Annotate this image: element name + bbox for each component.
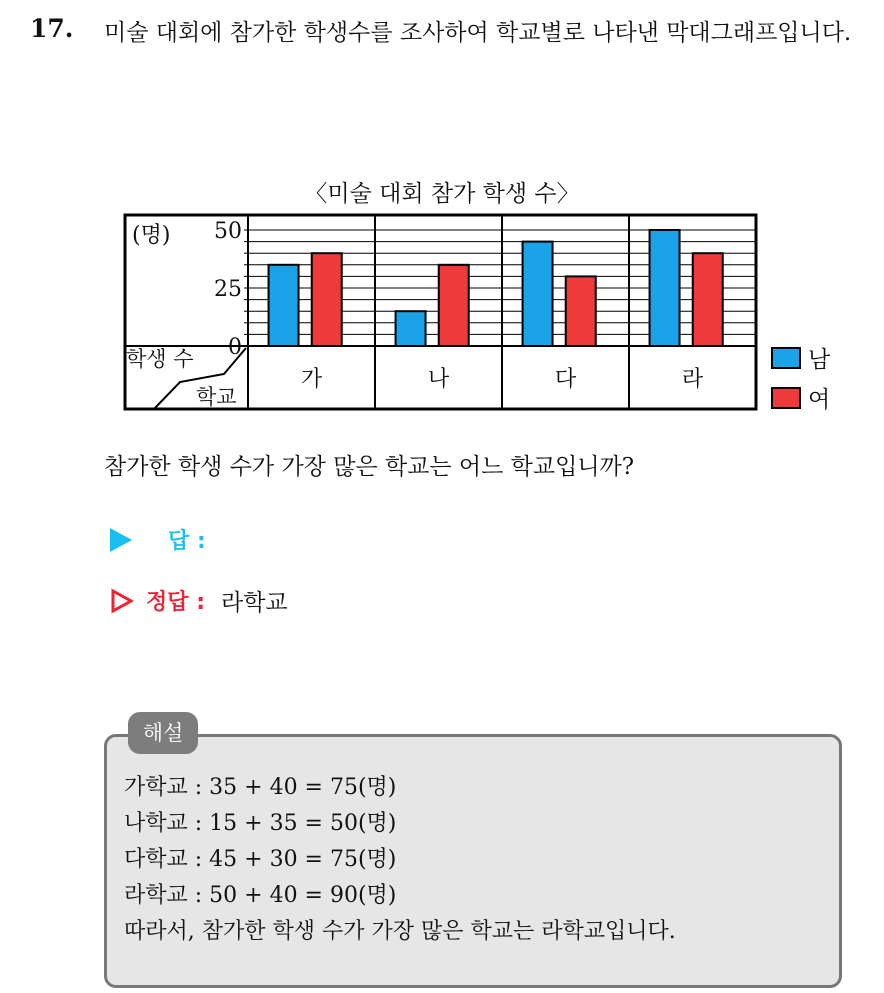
y-tick-label: 0 xyxy=(228,335,242,360)
bar-female xyxy=(312,253,342,346)
solution-value: 라학교 xyxy=(221,590,288,616)
bar-female xyxy=(566,276,596,346)
category-label: 다 xyxy=(554,367,577,392)
legend-swatch-female xyxy=(772,388,800,408)
question-ask: 참가한 학생 수가 가장 많은 학교는 어느 학교입니까? xyxy=(104,454,635,480)
category-label: 라 xyxy=(681,367,704,392)
corner-top-label: 학생 수 xyxy=(126,347,194,371)
question-number: 17. xyxy=(30,14,74,43)
legend-label-female: 여 xyxy=(808,387,831,413)
solution-label: 정답 : xyxy=(146,590,205,615)
bar-male xyxy=(396,311,426,346)
category-label: 가 xyxy=(300,367,323,392)
y-tick-label: 25 xyxy=(214,277,242,302)
play-triangle-icon xyxy=(110,528,132,552)
bar-chart xyxy=(118,208,838,414)
chart-title: 〈미술 대회 참가 학생 수〉 xyxy=(304,181,580,207)
explanation-line: 다학교 : 45 + 30 = 75(명) xyxy=(124,847,397,872)
explanation-lines xyxy=(124,770,676,950)
category-label: 나 xyxy=(427,367,450,392)
bar-male xyxy=(523,242,553,346)
unit-label: (명) xyxy=(132,223,171,248)
y-tick-label: 50 xyxy=(214,219,242,244)
corner-bottom-label: 학교 xyxy=(196,385,237,409)
explanation-line: 라학교 : 50 + 40 = 90(명) xyxy=(124,883,397,908)
explanation-line: 나학교 : 15 + 35 = 50(명) xyxy=(124,811,397,836)
explanation-line: 따라서, 참가한 학생 수가 가장 많은 학교는 라학교입니다. xyxy=(124,919,676,944)
answer-row xyxy=(110,524,222,555)
bar-female xyxy=(439,265,469,346)
bar-male xyxy=(650,230,680,346)
bar-male xyxy=(269,265,299,346)
legend-label-male: 남 xyxy=(808,347,831,373)
solution-row xyxy=(110,584,288,617)
explanation-line: 가학교 : 35 + 40 = 75(명) xyxy=(124,775,397,800)
explanation-tag: 해설 xyxy=(128,712,198,754)
answer-label: 답 : xyxy=(168,529,206,554)
bar-female xyxy=(693,253,723,346)
question-text: 미술 대회에 참가한 학생수를 조사하여 학교별로 나타낸 막대그래프입니다. xyxy=(104,20,852,46)
legend-swatch-male xyxy=(772,348,800,368)
outline-triangle-icon xyxy=(110,588,134,614)
